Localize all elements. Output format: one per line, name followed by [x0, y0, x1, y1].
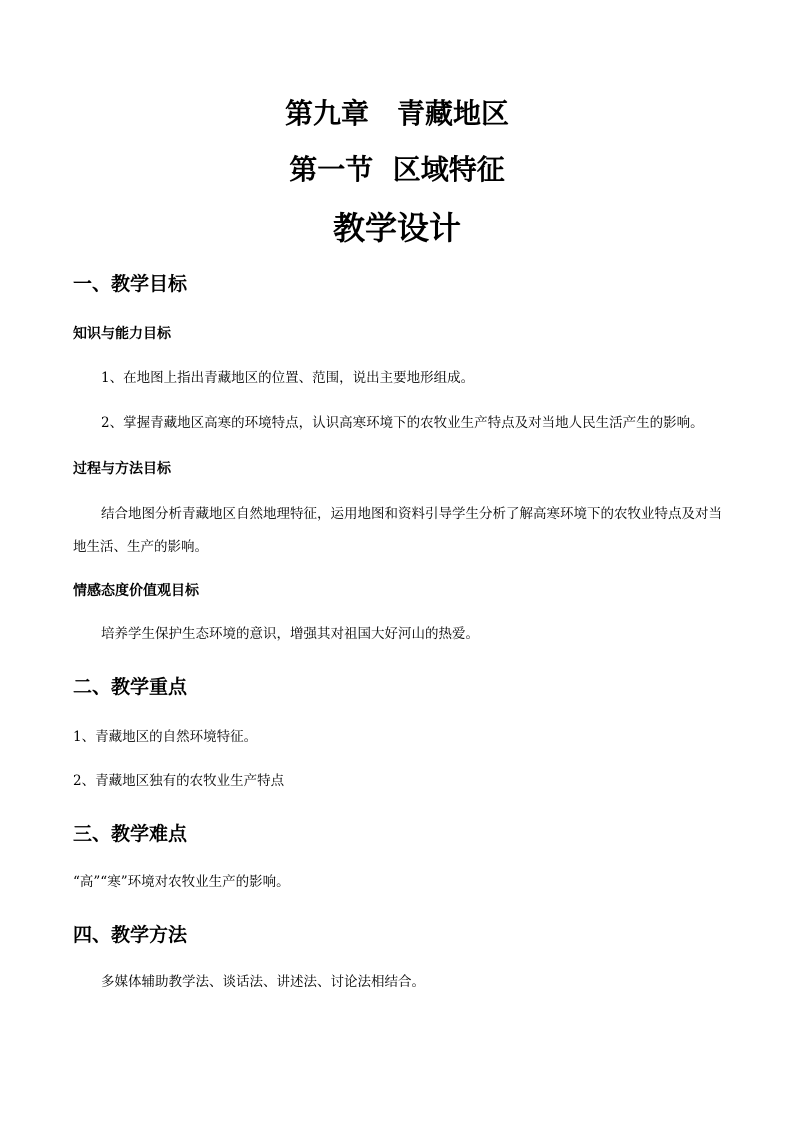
key-point-item-1: 1、青藏地区的自然环境特征。: [73, 729, 258, 745]
key-points-heading: 二、教学重点: [73, 676, 188, 698]
knowledge-objectives-heading: 知识与能力目标: [73, 326, 171, 342]
key-point-item-2: 2、青藏地区独有的农牧业生产特点: [73, 773, 285, 789]
methods-heading: 四、教学方法: [73, 924, 188, 946]
section-title: 第一节 区域特征: [289, 153, 505, 186]
emotion-objectives-heading: 情感态度价值观目标: [73, 583, 199, 599]
difficulties-text: “高”“寒”环境对农牧业生产的影响。: [73, 874, 290, 890]
document-type-title: 教学设计: [332, 209, 461, 247]
process-objectives-heading: 过程与方法目标: [73, 461, 171, 477]
methods-text: 多媒体辅助教学法、谈话法、讲述法、讨论法相结合。: [101, 974, 425, 990]
chapter-title: 第九章 青藏地区: [284, 97, 509, 130]
knowledge-item-2: 2、掌握青藏地区高寒的环境特点，认识高寒环境下的农牧业生产特点及对当地人民生活产生的影响。: [101, 415, 704, 431]
process-objectives-text: 结合地图分析青藏地区自然地理特征，运用地图和资料引导学生分析了解高寒环境下的农牧业特点及对当地生活、生产的影响。: [73, 506, 722, 555]
objectives-heading: 一、教学目标: [73, 273, 188, 295]
emotion-objectives-text: 培养学生保护生态环境的意识，增强其对祖国大好河山的热爱。: [101, 626, 479, 642]
knowledge-item-1: 1、在地图上指出青藏地区的位置、范围，说出主要地形组成。: [101, 370, 475, 386]
difficulties-heading: 三、教学难点: [73, 823, 188, 845]
